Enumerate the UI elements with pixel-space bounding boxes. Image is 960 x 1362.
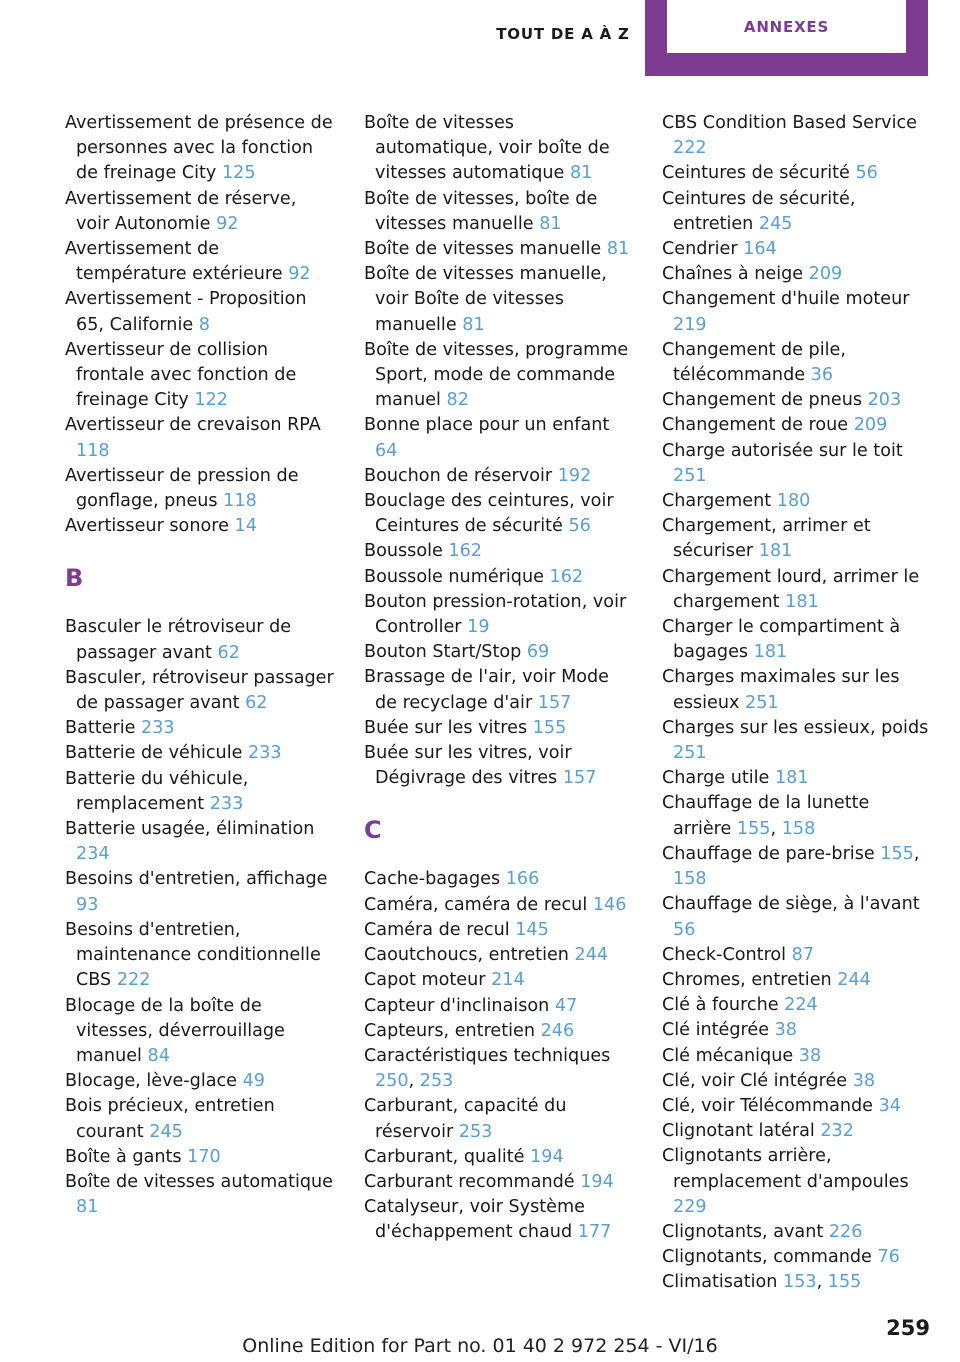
page-reference-link[interactable]: 153 [783, 1272, 817, 1293]
index-entry: Caractéristiques techniques 250, 253 [364, 1045, 611, 1092]
index-entry [662, 565, 932, 615]
index-entry: Chauffage de pare-brise 155, 158 [662, 843, 920, 890]
index-entry [65, 1170, 335, 1220]
page-reference-link[interactable]: 181 [785, 591, 819, 612]
index-entry [364, 716, 634, 741]
page-reference-link[interactable]: 194 [530, 1146, 564, 1167]
page-reference-link[interactable]: 56 [673, 919, 696, 940]
page-reference-link[interactable]: 155 [736, 818, 771, 839]
index-term: Batterie du véhicule, remplacement [65, 768, 249, 814]
index-term: Clignotants, commande [662, 1247, 872, 1268]
index-term: Capteurs, entretien [364, 1020, 535, 1041]
index-entry [65, 187, 335, 237]
index-entry [364, 338, 634, 414]
index-entry [364, 1145, 634, 1170]
index-entry [662, 968, 932, 993]
index-entry [65, 1145, 335, 1170]
index-term: Avertissement - Proposition 65, Californie [65, 289, 307, 335]
page-reference-link[interactable]: 146 [592, 894, 627, 915]
page-reference-link[interactable]: 177 [577, 1222, 612, 1243]
page-reference-link[interactable]: 155 [532, 717, 567, 738]
page-reference-link[interactable]: 181 [753, 642, 788, 663]
index-entry [65, 338, 335, 414]
page-reference-link[interactable]: 245 [149, 1121, 183, 1142]
index-term: Chauffage de siège, à l'avant [662, 894, 920, 915]
index-entry [662, 766, 932, 791]
index-term: Charges sur les essieux, poids [662, 717, 929, 738]
page-reference-link[interactable]: 166 [505, 869, 540, 890]
page-reference-link[interactable]: 234 [76, 844, 110, 865]
index-entry [364, 640, 634, 665]
index-letter-heading: C [364, 816, 382, 845]
index-entry [364, 918, 634, 943]
page-reference-link[interactable]: 69 [526, 642, 550, 663]
page-reference-link[interactable]: 232 [820, 1121, 854, 1142]
index-entry [364, 893, 634, 918]
index-entry [662, 388, 932, 413]
index-term: Clé, voir Clé intégrée [662, 1070, 848, 1091]
index-term: Avertisseur de crevaison RPA [65, 415, 321, 436]
page-reference-link[interactable]: 253 [458, 1121, 493, 1142]
page-reference-link[interactable]: 194 [580, 1171, 614, 1192]
index-term: Chromes, entretien [662, 969, 832, 990]
index-term: Besoins d'entretien, affichage [65, 869, 328, 890]
index-term: Caméra de recul [364, 919, 510, 940]
page-reference-link[interactable]: 14 [234, 516, 257, 537]
index-entry [65, 994, 335, 1070]
index-entry [662, 1144, 932, 1220]
index-entry [364, 665, 634, 715]
index-entry [662, 1069, 932, 1094]
index-term: Bouton Start/Stop [364, 642, 522, 663]
index-term: Caméra, caméra de recul [364, 894, 588, 915]
index-term: Batterie de véhicule [65, 743, 243, 764]
index-term: Check-Control [662, 944, 787, 965]
page-reference-link[interactable]: 192 [557, 465, 592, 486]
index-entry [364, 262, 634, 338]
index-term: Boîte de vitesses automatique [65, 1171, 334, 1192]
page-reference-link[interactable]: 224 [784, 995, 818, 1016]
index-entry [662, 1119, 932, 1144]
index-term: Carburant, qualité [364, 1146, 525, 1167]
page-reference-link[interactable]: 158 [781, 818, 816, 839]
index-entry [364, 1094, 634, 1144]
index-entry [662, 111, 932, 161]
index-term: Chargement lourd, arrimer le chargement [662, 566, 920, 612]
index-entry [364, 565, 634, 590]
index-term: Bonne place pour un enfant [364, 415, 610, 436]
index-term: Capteur d'inclinaison [364, 995, 550, 1016]
page-reference-link[interactable]: 251 [673, 465, 707, 486]
page-reference-link[interactable]: 87 [791, 944, 815, 965]
page-reference-link[interactable]: 251 [745, 692, 779, 713]
index-term: Batterie usagée, élimination [65, 819, 315, 840]
index-entry [364, 187, 634, 237]
index-term: Buée sur les vitres, voir Dégivrage des vitres [364, 743, 572, 789]
page-reference-link[interactable]: 157 [537, 692, 572, 713]
index-entry [65, 666, 335, 716]
page-reference-link[interactable]: 253 [419, 1071, 454, 1092]
index-term: Boîte de vitesses, boîte de vitesses manuelle [364, 188, 598, 234]
page-reference-link[interactable]: 226 [828, 1221, 863, 1242]
page-reference-link[interactable]: 180 [776, 491, 811, 512]
index-term: Carburant, capacité du réservoir [364, 1096, 567, 1142]
page-reference-link[interactable]: 170 [187, 1146, 221, 1167]
index-term: Ceintures de sécurité [662, 163, 850, 184]
index-term: Chargement, arrimer et sécuriser [662, 516, 871, 562]
page-reference-link[interactable]: 214 [491, 970, 525, 991]
page-reference-link[interactable]: 34 [878, 1095, 901, 1116]
index-entry [662, 338, 932, 388]
page-reference-link[interactable]: 222 [116, 970, 151, 991]
index-entry [662, 439, 932, 489]
index-term: Catalyseur, voir Système d'échappement chaud [364, 1197, 585, 1243]
index-term: Avertisseur de pression de gonflage, pneus [65, 465, 299, 512]
page-reference-link[interactable]: 118 [223, 491, 257, 512]
index-entry [364, 237, 634, 262]
page-reference-link[interactable]: 219 [673, 314, 707, 335]
page-reference-link[interactable]: 92 [288, 264, 311, 285]
page-reference-link[interactable]: 56 [855, 163, 878, 184]
index-entry [364, 994, 634, 1019]
index-entry [65, 1094, 335, 1144]
index-term: Avertisseur sonore [65, 516, 229, 537]
index-entry [65, 111, 335, 187]
index-term: CBS Condition Based Service [662, 113, 917, 133]
index-entry [662, 993, 932, 1018]
index-term: Chauffage de pare-brise [662, 843, 875, 864]
index-term: Boîte de vitesses manuelle [364, 239, 602, 260]
index-entry [65, 287, 335, 337]
page-reference-link[interactable]: 82 [446, 390, 469, 411]
page-reference-link[interactable]: 125 [221, 163, 256, 184]
index-column-3 [662, 111, 932, 1296]
index-term: Charge utile [662, 768, 770, 789]
index-entry [662, 1018, 932, 1043]
index-entry [364, 489, 634, 539]
page-reference-link[interactable]: 81 [539, 213, 562, 234]
index-term: Avertissement de présence de personnes avec la fonction de freinage City [65, 113, 333, 184]
index-term: Blocage, lève-glace [65, 1071, 237, 1092]
index-term: Avertissement de réserve, voir Autonomie [65, 188, 297, 234]
index-entry [364, 943, 634, 968]
index-entry [364, 413, 634, 463]
index-entry [662, 1044, 932, 1069]
index-entry [662, 1245, 932, 1270]
index-term: Blocage de la boîte de vitesses, déverrouillage manuel [65, 995, 285, 1066]
index-term: Clé mécanique [662, 1045, 794, 1066]
index-entry [662, 413, 932, 438]
index-entry [364, 590, 634, 640]
index-entry [662, 262, 932, 287]
index-entry: Chauffage de la lunette arrière 155, 158 [662, 793, 870, 839]
page-reference-link[interactable]: 64 [375, 440, 398, 461]
page-reference-link[interactable]: 76 [877, 1247, 900, 1268]
index-term: Clignotant latéral [662, 1121, 815, 1142]
index-entry [364, 464, 634, 489]
page-reference-link[interactable]: 233 [141, 718, 175, 739]
index-entry [65, 867, 335, 917]
index-entry [662, 514, 932, 564]
page-reference-link[interactable]: 251 [673, 743, 707, 764]
index-term: Cendrier [662, 239, 738, 260]
page-reference-link[interactable]: 56 [568, 516, 591, 537]
index-term: Boussole [364, 541, 443, 562]
index-entry: Climatisation 153, 155 [662, 1272, 862, 1293]
index-term: Changement d'huile moteur [662, 289, 910, 310]
page-reference-link[interactable]: 233 [209, 793, 244, 814]
index-term: Charger le compartiment à bagages [662, 617, 901, 663]
index-entry [662, 1220, 932, 1245]
index-entry [364, 111, 634, 187]
index-term: Chargement [662, 491, 772, 512]
index-entry [364, 1019, 634, 1044]
index-term: Boîte de vitesses manuelle, voir Boîte de vitesses manuelle [364, 264, 607, 335]
index-entry [364, 1170, 634, 1195]
index-entry [662, 287, 932, 337]
page-reference-link[interactable]: 145 [515, 919, 549, 940]
page-reference-link[interactable]: 38 [774, 1020, 797, 1041]
page-reference-link[interactable]: 157 [562, 768, 597, 789]
index-term: Boussole numérique [364, 566, 544, 587]
index-entry [65, 741, 335, 766]
index-term: Clé, voir Télécommande [662, 1095, 874, 1116]
index-entry [65, 1069, 335, 1094]
index-entry [65, 464, 335, 514]
index-entry [662, 187, 932, 237]
page-reference-link[interactable]: 49 [242, 1071, 265, 1092]
index-term: Chaînes à neige [662, 264, 804, 285]
footer-edition: Online Edition for Part no. 01 40 2 972 254 - VI/16 [242, 1335, 718, 1357]
page-reference-link[interactable]: 62 [217, 642, 240, 663]
page-reference-link[interactable]: 162 [448, 541, 482, 562]
index-entry [65, 918, 335, 994]
index-term: Besoins d'entretien, maintenance conditionnelle CBS [65, 919, 321, 991]
page-reference-link[interactable]: 233 [248, 743, 282, 764]
index-term: Bouchon de réservoir [364, 465, 553, 486]
page-reference-link[interactable]: 81 [606, 239, 630, 260]
index-term: Cache-bagages [364, 869, 501, 890]
index-term: Bouclage des ceintures, voir Ceintures de sécurité [364, 491, 614, 537]
index-term: Avertisseur de collision frontale avec fonction de freinage City [65, 339, 297, 411]
page-reference-link[interactable]: 244 [574, 945, 609, 966]
index-term: Charges maximales sur les essieux [662, 667, 900, 713]
page-reference-link[interactable]: 93 [76, 894, 99, 915]
index-term: Caoutchoucs, entretien [364, 945, 569, 966]
page-reference-link[interactable]: 229 [673, 1196, 707, 1217]
index-entry [662, 615, 932, 665]
page-reference-link[interactable]: 203 [867, 390, 902, 411]
page-reference-link[interactable]: 81 [76, 1197, 99, 1218]
page-reference-link[interactable]: 92 [216, 213, 239, 234]
page-reference-link[interactable]: 244 [837, 969, 871, 990]
section-title: TOUT DE A À Z [496, 25, 630, 43]
index-entry [364, 867, 634, 892]
index-term: Changement de pile, télécommande [662, 339, 846, 386]
index-term: Bois précieux, entretien courant [65, 1096, 275, 1142]
index-term: Clé intégrée [662, 1020, 770, 1041]
index-term: Basculer le rétroviseur de passager avant [65, 617, 292, 663]
page-reference-link[interactable]: 181 [774, 768, 809, 789]
index-term: Changement de roue [662, 415, 849, 436]
index-term: Buée sur les vitres [364, 717, 528, 738]
page-reference-link[interactable]: 122 [194, 390, 228, 411]
index-term: Capot moteur [364, 970, 486, 991]
index-term: Boîte de vitesses automatique, voir boîte de vitesses automatique [364, 113, 610, 184]
index-entry [662, 892, 932, 942]
index-term: Carburant recommandé [364, 1171, 575, 1192]
index-term: Bouton pression-rotation, voir Controller [364, 591, 627, 638]
index-term: Avertissement de température extérieure [65, 239, 283, 285]
index-term: Clignotants arrière, remplacement d'ampoules [662, 1146, 909, 1192]
index-term: Batterie [65, 718, 136, 739]
index-entry [662, 1094, 932, 1119]
index-term: Ceintures de sécurité, entretien [662, 188, 856, 234]
index-entry [65, 514, 335, 539]
index-term: Changement de pneus [662, 390, 863, 411]
page-reference-link[interactable]: 19 [467, 617, 490, 638]
index-entry [65, 237, 335, 287]
index-entry [65, 615, 335, 665]
page-reference-link[interactable]: 246 [540, 1020, 575, 1041]
index-term: Chauffage de la lunette arrière [662, 793, 870, 839]
page-reference-link[interactable]: 81 [462, 314, 485, 335]
page-reference-link[interactable]: 38 [798, 1045, 822, 1066]
index-entry [364, 968, 634, 993]
index-entry [662, 237, 932, 262]
index-entry [65, 817, 335, 867]
index-term: Caractéristiques techniques [364, 1045, 611, 1066]
index-term: Boîte de vitesses, programme Sport, mode de commande manuel [364, 339, 629, 411]
page-reference-link[interactable]: 209 [853, 415, 888, 436]
index-term: Charge autorisée sur le toit [662, 440, 903, 461]
index-entry [364, 1195, 634, 1245]
index-entry [364, 539, 634, 564]
page-reference-link[interactable]: 245 [758, 213, 793, 234]
index-entry [65, 716, 335, 741]
page-reference-link[interactable]: 118 [76, 440, 110, 461]
index-term: Climatisation [662, 1272, 778, 1293]
page-reference-link[interactable]: 222 [673, 138, 707, 159]
index-term: Clé à fourche [662, 995, 779, 1016]
page-reference-link[interactable]: 250 [375, 1071, 409, 1092]
page-reference-link[interactable]: 47 [554, 995, 578, 1016]
index-entry [662, 943, 932, 968]
index-entry [364, 741, 634, 791]
page-reference-link[interactable]: 62 [245, 693, 268, 714]
index-column-1 [65, 111, 335, 1220]
index-entry [65, 767, 335, 817]
page-reference-link[interactable]: 155 [827, 1272, 862, 1293]
page-reference-link[interactable]: 8 [198, 314, 210, 335]
index-term: Clignotants, avant [662, 1221, 824, 1242]
page-header [0, 0, 960, 76]
index-column-2 [364, 111, 634, 1246]
index-entry [662, 489, 932, 514]
page-reference-link[interactable]: 84 [147, 1045, 170, 1066]
index-term: Basculer, rétroviseur passager de passager avant [65, 667, 334, 714]
page-reference-link[interactable]: 181 [758, 541, 793, 562]
page-number: 259 [886, 1316, 930, 1340]
page-reference-link[interactable]: 162 [549, 566, 584, 587]
page-reference-link[interactable]: 164 [743, 239, 777, 260]
page-reference-link[interactable]: 38 [852, 1070, 876, 1091]
index-letter-heading: B [65, 564, 84, 593]
index-entry [662, 716, 932, 766]
page-reference-link[interactable]: 36 [810, 365, 834, 386]
chapter-title: ANNEXES [667, 0, 906, 53]
index-term: Brassage de l'air, voir Mode de recyclage d'air [364, 667, 610, 713]
page-reference-link[interactable]: 81 [569, 163, 593, 184]
index-entry [65, 413, 335, 463]
page-reference-link[interactable]: 155 [880, 843, 914, 864]
page-reference-link[interactable]: 209 [808, 264, 843, 285]
page-reference-link[interactable]: 158 [673, 869, 707, 890]
chapter-tab [645, 0, 928, 76]
index-entry [662, 161, 932, 186]
index-term: Boîte à gants [65, 1146, 182, 1167]
index-entry [662, 665, 932, 715]
